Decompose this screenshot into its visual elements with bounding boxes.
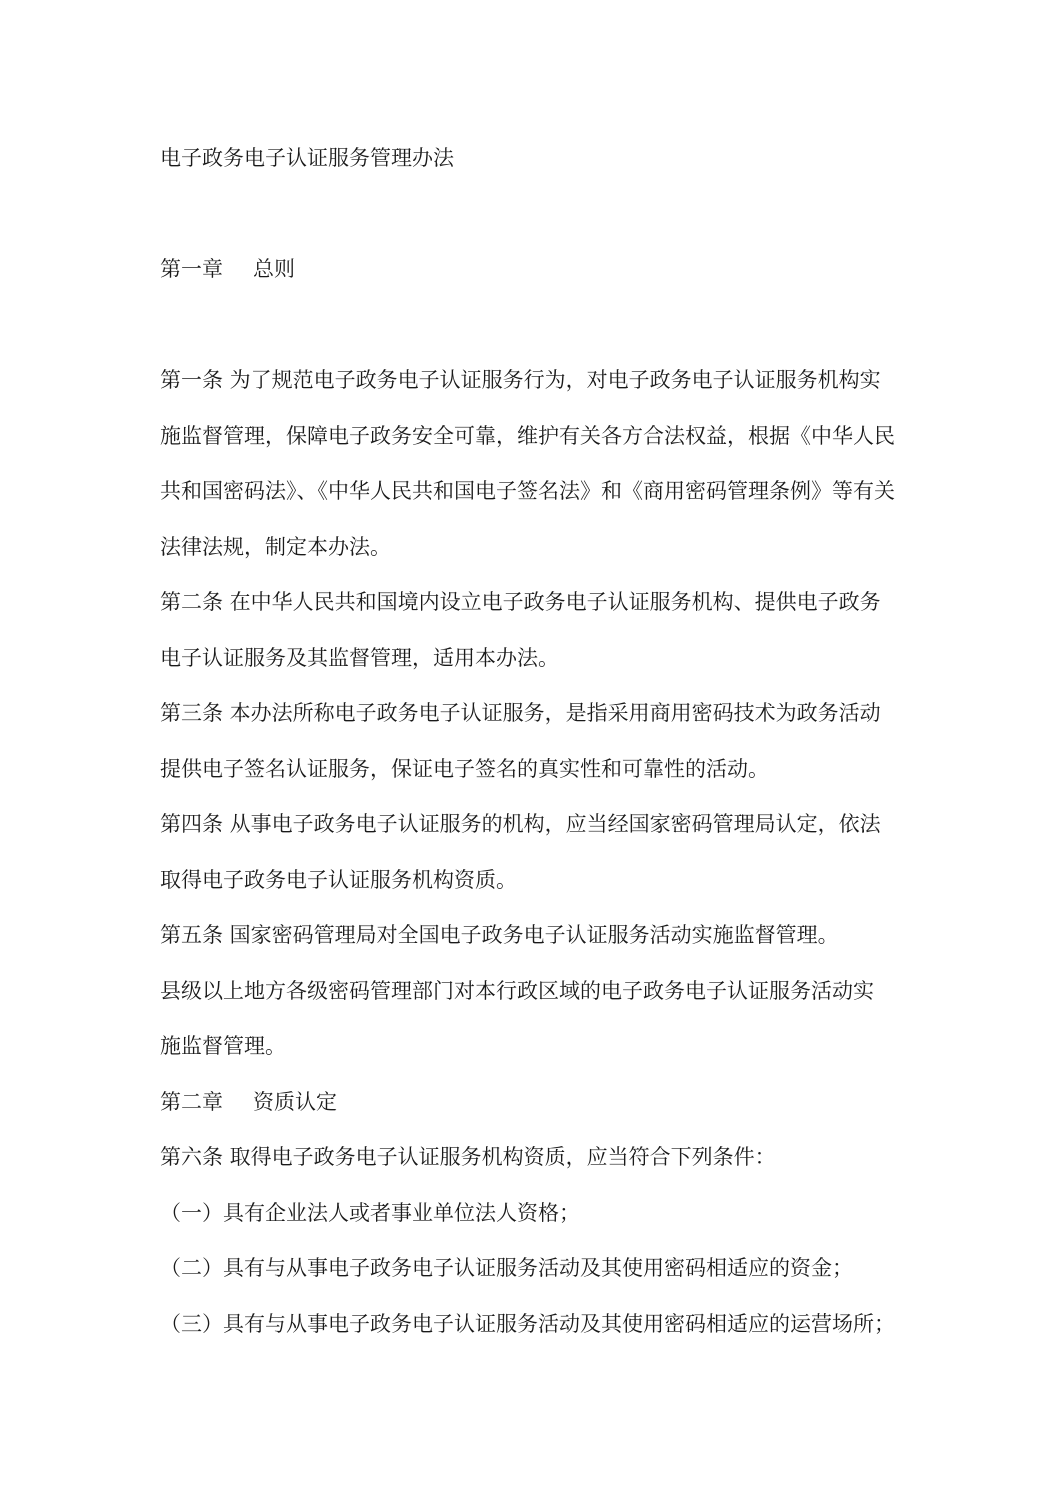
paragraph-line: 共和国密码法》、《中华人民共和国电子签名法》和《商用密码管理条例》等有关 xyxy=(160,479,895,503)
paragraph-line: 第五条 国家密码管理局对全国电子政务电子认证服务活动实施监督管理。 xyxy=(160,923,839,947)
paragraph-line: 电子认证服务及其监督管理，适用本办法。 xyxy=(160,646,559,670)
chapter-label: 第一章 xyxy=(160,257,223,281)
paragraph-line: 第四条 从事电子政务电子认证服务的机构，应当经国家密码管理局认定，依法 xyxy=(160,812,881,836)
paragraph-line: 取得电子政务电子认证服务机构资质。 xyxy=(160,868,517,892)
list-item: （一）具有企业法人或者事业单位法人资格； xyxy=(160,1201,580,1225)
document-title: 电子政务电子认证服务管理办法 xyxy=(160,146,454,170)
paragraph-line: 施监督管理。 xyxy=(160,1034,286,1058)
paragraph-line: 第一条 为了规范电子政务电子认证服务行为，对电子政务电子认证服务机构实 xyxy=(160,368,881,392)
chapter-heading-1 xyxy=(160,254,920,284)
list-item: （二）具有与从事电子政务电子认证服务活动及其使用密码相适应的资金； xyxy=(160,1256,853,1280)
paragraph-line: 第二条 在中华人民共和国境内设立电子政务电子认证服务机构、提供电子政务 xyxy=(160,590,881,614)
paragraph-line: 提供电子签名认证服务，保证电子签名的真实性和可靠性的活动。 xyxy=(160,757,769,781)
chapter-name: 总则 xyxy=(253,257,295,281)
list-item: （三）具有与从事电子政务电子认证服务活动及其使用密码相适应的运营场所； xyxy=(160,1312,895,1336)
paragraph-line: 县级以上地方各级密码管理部门对本行政区域的电子政务电子认证服务活动实 xyxy=(160,979,874,1003)
paragraph-line: 法律法规，制定本办法。 xyxy=(160,535,391,559)
paragraph-line: 第三条 本办法所称电子政务电子认证服务，是指采用商用密码技术为政务活动 xyxy=(160,701,881,725)
chapter-label: 第二章 xyxy=(160,1090,223,1114)
chapter-name: 资质认定 xyxy=(253,1090,337,1114)
chapter-heading-2 xyxy=(160,1087,920,1117)
paragraph-line: 施监督管理，保障电子政务安全可靠，维护有关各方合法权益，根据《中华人民 xyxy=(160,424,895,448)
paragraph-line: 第六条 取得电子政务电子认证服务机构资质，应当符合下列条件： xyxy=(160,1145,776,1169)
